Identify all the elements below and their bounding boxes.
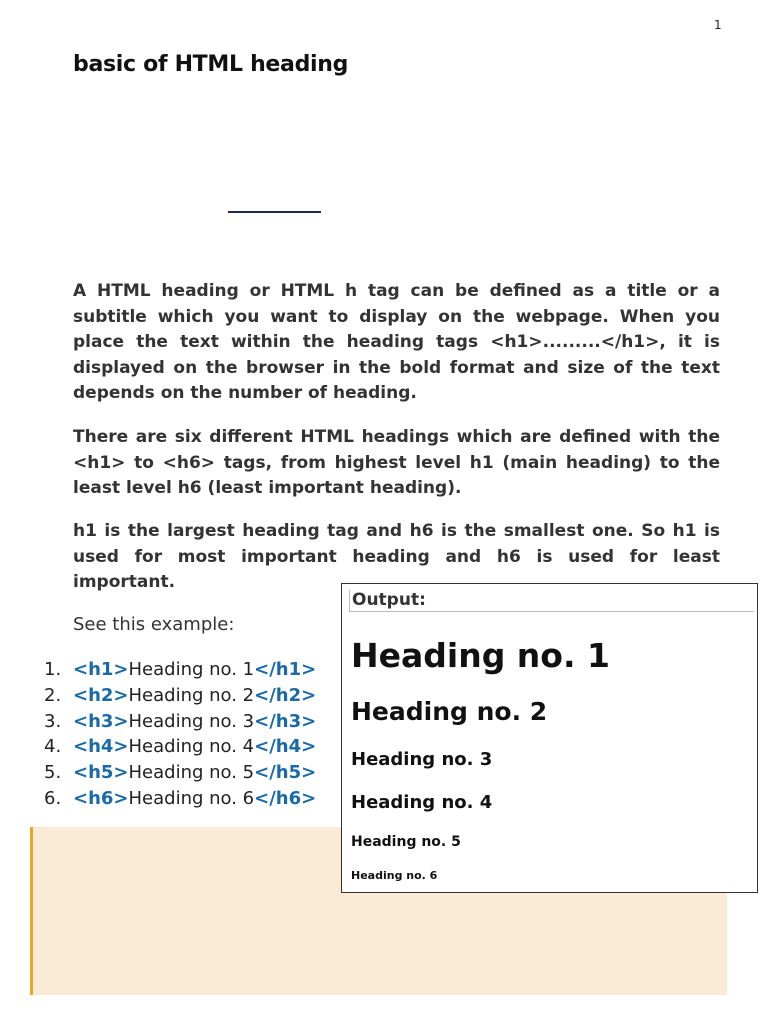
largest-smallest-paragraph: h1 is the largest heading tag and h6 is the smallest one. So h1 is used for most important heading and h6 is used for least important. xyxy=(73,521,720,592)
list-number: 6. xyxy=(44,787,62,809)
tag-content: Heading no. 3 xyxy=(128,710,255,732)
list-number: 2. xyxy=(44,684,62,706)
see-example-label: See this example: xyxy=(73,614,235,635)
open-tag: <h1> xyxy=(73,659,129,680)
list-item xyxy=(44,786,316,812)
open-tag: <h3> xyxy=(73,710,129,732)
output-heading-6: Heading no. 6 xyxy=(351,869,438,882)
open-tag: <h2> xyxy=(73,684,129,706)
output-panel xyxy=(341,583,758,893)
list-item xyxy=(44,683,316,709)
tag-content: Heading no. 2 xyxy=(128,684,255,706)
list-number: 4. xyxy=(44,736,62,758)
page-number: 1 xyxy=(714,18,722,32)
output-heading-3: Heading no. 3 xyxy=(351,749,493,770)
close-tag: </h2> xyxy=(254,684,317,706)
tag-content: Heading no. 4 xyxy=(128,736,255,758)
tag-content: Heading no. 6 xyxy=(128,787,255,809)
close-tag: </h1> xyxy=(254,659,317,680)
list-number: 3. xyxy=(44,710,62,732)
output-heading-5: Heading no. 5 xyxy=(351,834,461,850)
output-heading-4: Heading no. 4 xyxy=(351,792,493,813)
list-number: 5. xyxy=(44,762,62,784)
document-title: basic of HTML heading xyxy=(73,52,349,77)
title-underline xyxy=(228,211,321,213)
open-tag: <h6> xyxy=(73,787,129,809)
output-heading-1: Heading no. 1 xyxy=(351,636,610,675)
close-tag: </h5> xyxy=(254,762,317,784)
code-example-list xyxy=(44,657,316,812)
close-tag: </h3> xyxy=(254,710,317,732)
open-tag: <h4> xyxy=(73,736,129,758)
list-number: 1. xyxy=(44,659,62,680)
output-heading-2: Heading no. 2 xyxy=(351,697,548,726)
close-tag: </h4> xyxy=(254,736,317,758)
tag-content: Heading no. 5 xyxy=(128,762,255,784)
tag-content: Heading no. 1 xyxy=(128,659,255,680)
intro-paragraph: A HTML heading or HTML h tag can be defined as a title or a subtitle which you want to display on the webpage. When you place the text within the heading tags <h1>.........</h1>, it is displayed on the browser in the bold format and size of the text depends on the number of heading. xyxy=(73,281,720,403)
open-tag: <h5> xyxy=(73,762,129,784)
list-item xyxy=(44,734,316,760)
list-item xyxy=(44,657,316,683)
list-item xyxy=(44,709,316,735)
output-label: Output: xyxy=(349,590,754,612)
six-headings-paragraph: There are six different HTML headings which are defined with the <h1> to <h6> tags, from highest level h1 (main heading) to the least level h6 (least important heading). xyxy=(73,427,720,498)
close-tag: </h6> xyxy=(254,787,317,809)
list-item xyxy=(44,760,316,786)
